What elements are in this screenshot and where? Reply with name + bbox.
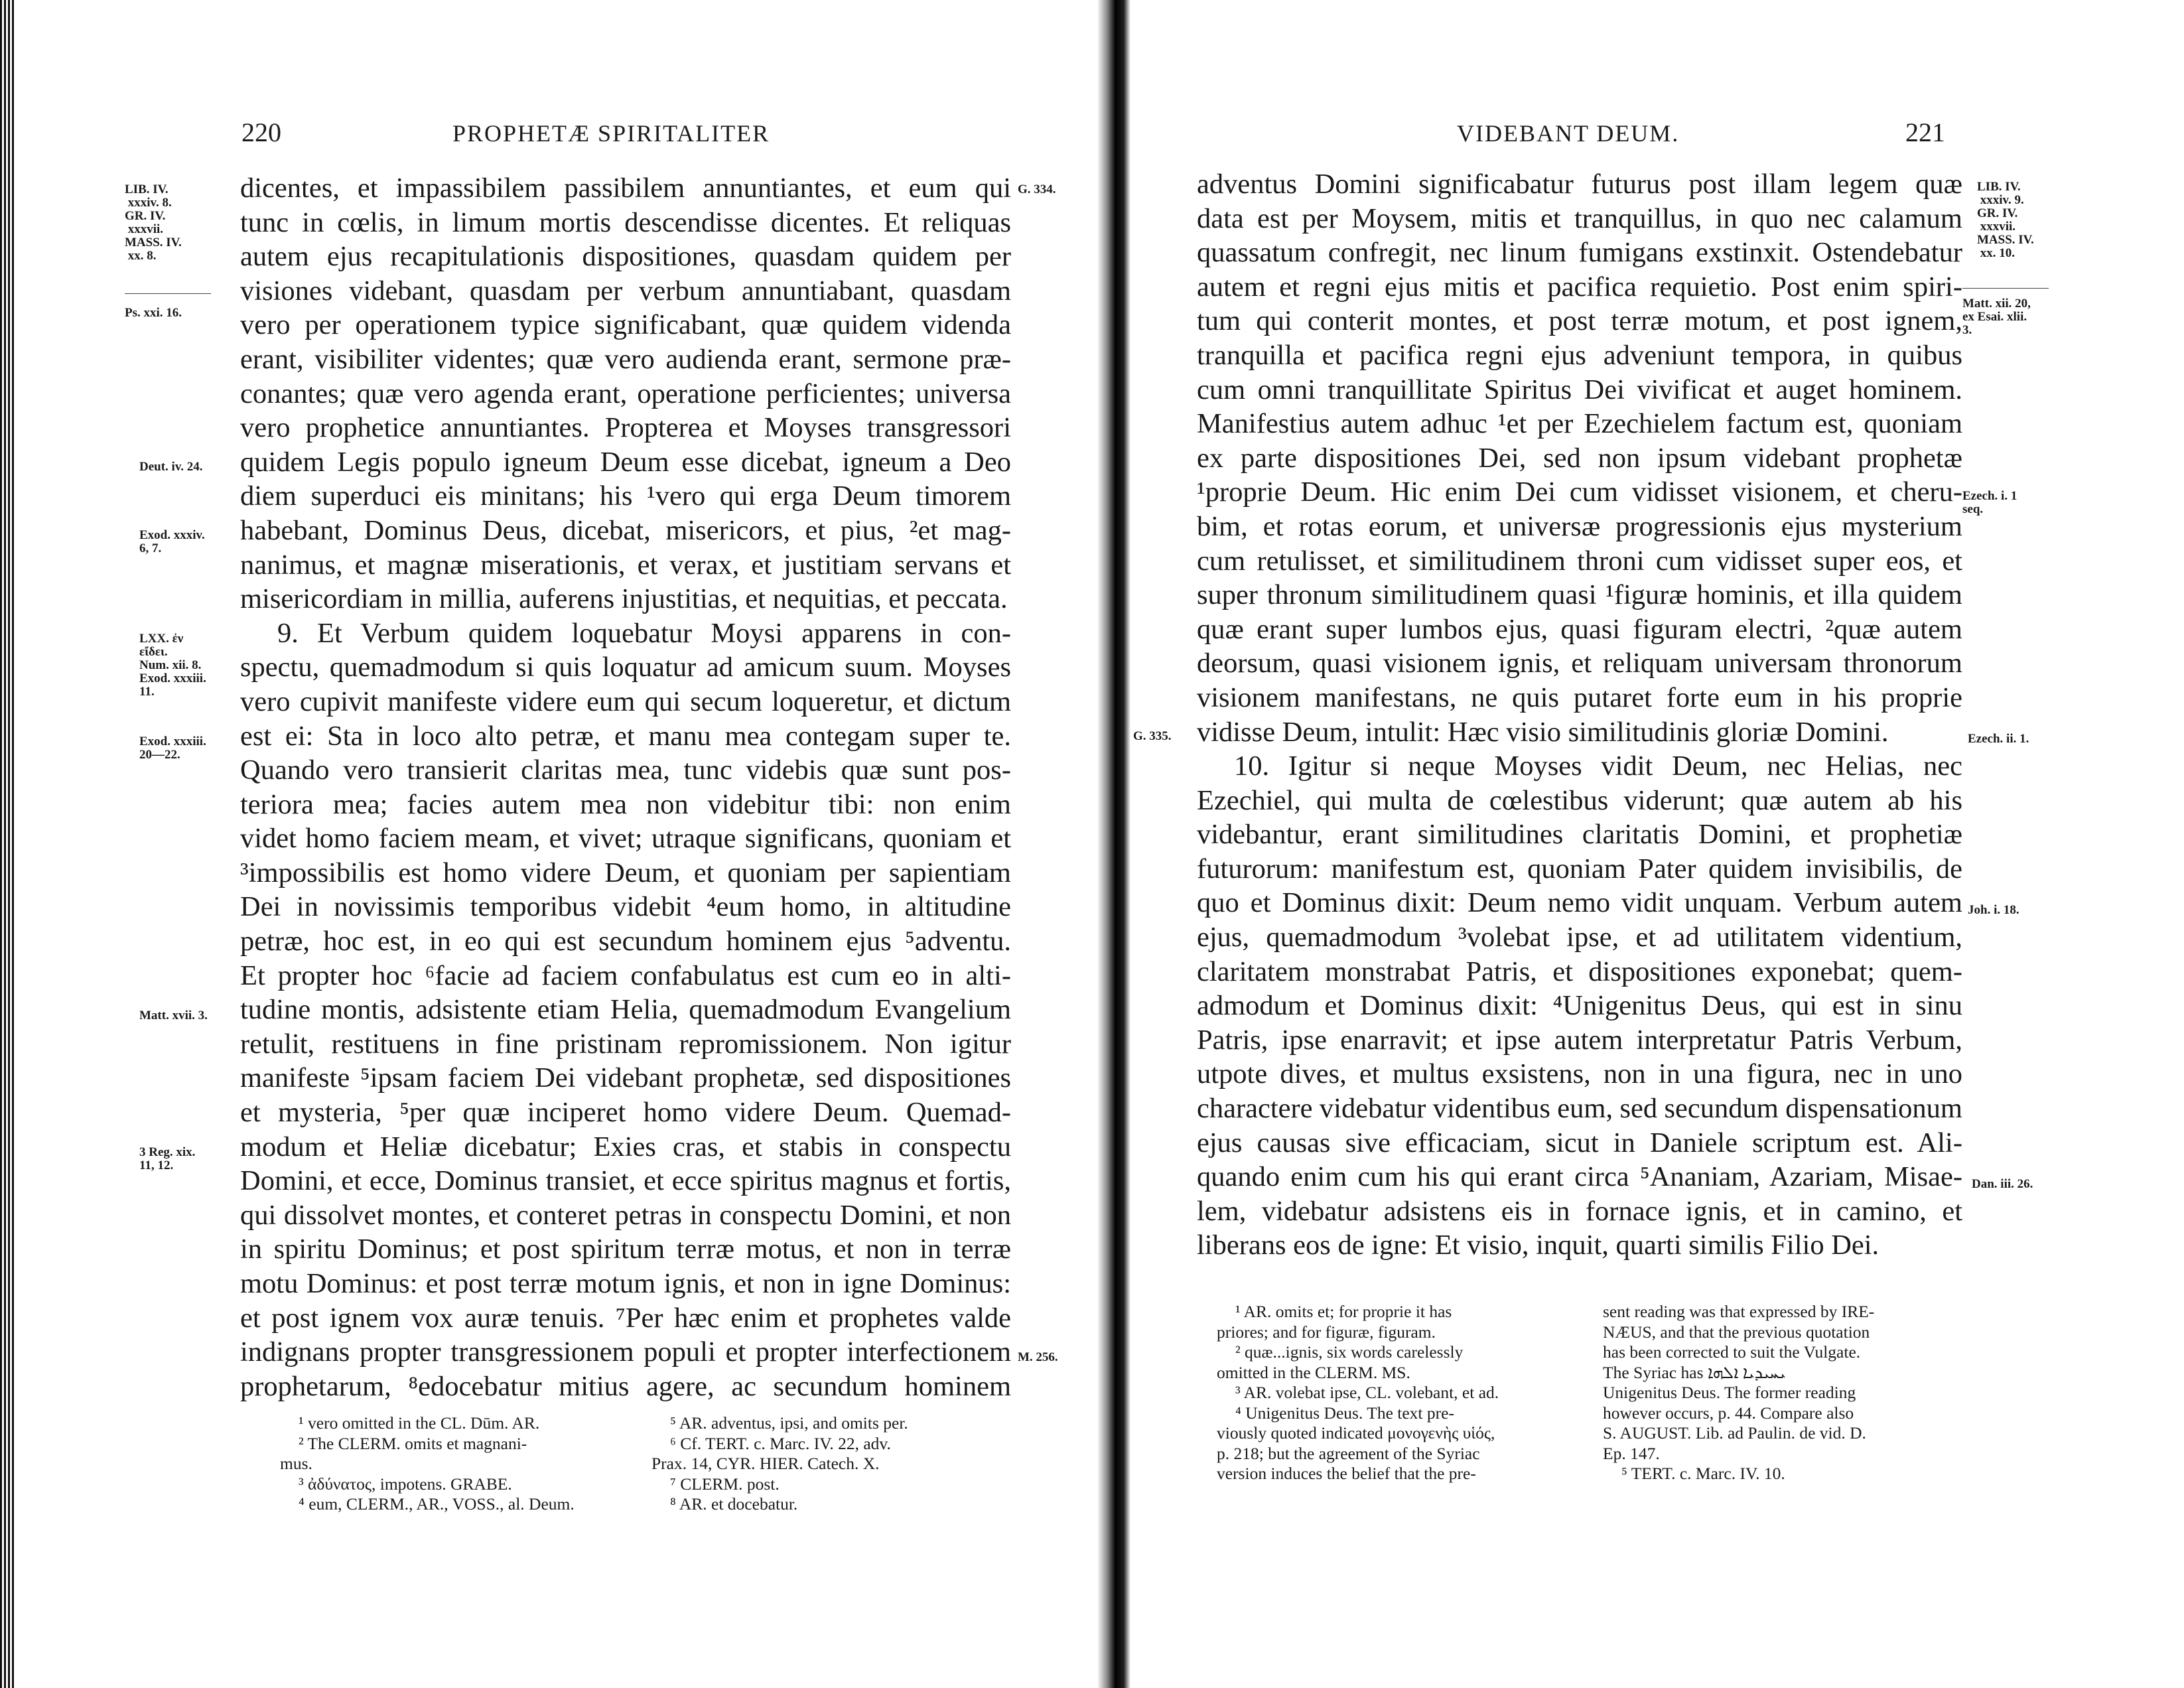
text-line: vero prophetice annuntiantes. Propterea et Moyses transgressori: [240, 412, 1011, 444]
text-line: tudine montis, adsistente etiam Helia, quemadmodum Evangelium: [240, 994, 1011, 1026]
left-page: [15, 0, 1097, 1688]
footnote-line: sent reading was that expressed by IRE-: [1603, 1302, 1875, 1321]
text-line: conantes; quæ vero agenda erant, operatione perficientes; universa: [240, 378, 1011, 409]
book-gutter: [1097, 0, 1130, 1688]
text-line: tunc in cœlis, in limum mortis descendisse dicentes. Et reliquas: [240, 206, 1011, 238]
margin-note-ezech-ii: Ezech. ii. 1.: [1968, 732, 2029, 746]
text-line: Et propter hoc ⁶facie ad faciem confabulatus est cum eo in alti-: [240, 959, 1011, 991]
text-line: quassatum confregit, nec linum fumigans exstinxit. Ostendebatur: [1197, 237, 1962, 269]
text-line: adventus Domini significabatur futurus post illam legem quæ: [1197, 169, 1962, 200]
text-line: ¹proprie Deum. Hic enim Dei cum vidisset visionem, et cheru-: [1197, 476, 1962, 508]
footnote-line: Prax. 14, CYR. HIER. Catech. X.: [651, 1454, 880, 1473]
text-line: 10. Igitur si neque Moyses vidit Deum, nec Helias, nec: [1234, 750, 1962, 782]
left-footnotes-col2: [651, 1413, 1023, 1515]
text-line: et post ignem vox auræ tenuis. ⁷Per hæc enim et prophetes valde: [240, 1302, 1011, 1334]
text-line: cum retulisset, et similitudinem throni cum vidisset super eos, et: [1197, 545, 1962, 577]
text-line: quando enim cum his qui erant circa ⁵Ananiam, Azariam, Misae-: [1197, 1161, 1962, 1193]
text-line: misericordiam in millia, auferens injustitias, et nequitias, et peccata.: [240, 583, 1008, 615]
text-line: data est per Moysem, mitis et tranquillus, in quo nec calamum: [1197, 202, 1962, 234]
text-line: et mysteria, ⁵per quæ inciperet homo videre Deum. Quemad-: [240, 1097, 1011, 1129]
text-line: ex parte dispositiones Dei, sed non ipsum videbant prophetæ: [1197, 442, 1962, 474]
text-line: utpote dives, et multus exsistens, non in una figura, nec in uno: [1197, 1058, 1962, 1090]
text-line: liberans eos de igne: Et visio, inquit, quarti similis Filio Dei.: [1197, 1230, 1879, 1261]
text-line: prophetarum, ⁸edocebatur mitius agere, ac secundum hominem: [240, 1370, 1011, 1402]
text-line: Dei in novissimis temporibus videbit ⁴eum homo, in altitudine: [240, 891, 1011, 923]
text-line: retulit, restituens in fine pristinam repromissionem. Non igitur: [240, 1028, 1011, 1060]
text-line: tum qui conterit montes, et post terræ motum, et post ignem,: [1197, 305, 1962, 337]
text-line: visiones videbant, quasdam per verbum annuntiabant, quasdam: [240, 275, 1011, 307]
footnote-line: version induces the belief that the pre-: [1217, 1464, 1476, 1483]
text-line: bim, et rotas eorum, et universæ progressionis ejus mysterium: [1197, 510, 1962, 542]
text-line: 9. Et Verbum quidem loquebatur Moysi apparens in con-: [277, 617, 1011, 649]
footnote-line: ² The CLERM. omits et magnani-: [299, 1433, 527, 1453]
text-line: in spiritu Dominus; et post spiritum terræ motus, et non in terræ: [240, 1233, 1011, 1265]
text-line: Manifestius autem adhuc ¹et per Ezechielem factum est, quoniam: [1197, 408, 1962, 440]
text-line: qui dissolvet montes, et conteret petras in conspectu Domini, et non: [240, 1199, 1011, 1231]
text-line: futurorum: manifestum est, quoniam Pater quidem invisibilis, de: [1197, 853, 1962, 884]
binding-edge: [0, 0, 15, 1688]
text-line: erant, visibiliter videntes; quæ vero audienda erant, sermone præ-: [240, 343, 1011, 375]
text-line: dicentes, et impassibilem passibilem annuntiantes, et eum qui: [240, 173, 1011, 204]
text-line: Ezechiel, qui multa de cœlestibus viderunt; quæ autem ab his: [1197, 784, 1962, 816]
text-line: videt homo faciem meam, et vivet; utraque significans, quoniam et: [240, 823, 1011, 855]
margin-note-exod-xxxiii: Exod. xxxiii. 20—22.: [139, 735, 206, 762]
footnote-line: ² quæ...ignis, six words carelessly: [1235, 1342, 1464, 1362]
text-line: vero cupivit manifeste videre eum qui secum loqueretur, et dictum: [240, 685, 1011, 717]
footnote-line: ¹ AR. omits et; for proprie it has: [1235, 1302, 1452, 1321]
margin-note-m256: M. 256.: [1018, 1350, 1058, 1364]
text-line: habebant, Dominus Deus, dicebat, misericors, et pius, ²et mag-: [240, 514, 1011, 546]
text-line: ejus, quemadmodum ³volebat ipse, et ad utilitatem videntium,: [1197, 922, 1962, 953]
text-line: petræ, hoc est, in eo qui est secundum hominem ejus ⁵adventu.: [240, 926, 1011, 957]
text-line: indignans propter transgressionem populi et propter interfectionem: [240, 1336, 1011, 1368]
margin-note-lxx: LXX. ἐν εἴδει. Num. xii. 8. Exod. xxxiii. 11.: [139, 632, 206, 699]
margin-note-lib-iv: LIB. IV. xxxiv. 8. GR. IV. xxxvii. MASS. IV. xx. 8.: [125, 182, 182, 263]
footnote-line: ⁴ eum, CLERM., AR., VOSS., al. Deum.: [299, 1494, 575, 1513]
text-line: modum et Heliæ dicebatur; Exies cras, et stabis in conspectu: [240, 1131, 1011, 1162]
text-line: nanimus, et magnæ miserationis, et verax, et justitiam servans et: [240, 549, 1011, 581]
text-line: ejus causas sive efficaciam, sicut in Daniele scriptum est. Ali-: [1197, 1127, 1962, 1159]
text-line: vidisse Deum, intulit: Hæc visio similitudinis gloriæ Domini.: [1197, 716, 1889, 748]
text-line: Patris, ipse enarravit; et ipse autem interpretatur Patris Verbum,: [1197, 1024, 1962, 1056]
text-line: est ei: Sta in loco alto petræ, et manu mea contegam super te.: [240, 720, 1011, 752]
text-line: teriora mea; facies autem mea non videbitur tibi: non enim: [240, 788, 1011, 820]
footnote-line: Unigenitus Deus. The former reading: [1603, 1383, 1856, 1402]
margin-note-g335: G. 335.: [1133, 729, 1172, 743]
text-line: videbantur, erant similitudines claritatis Domini, et prophetiæ: [1197, 819, 1962, 851]
text-line: motu Dominus: et post terræ motum ignis, et non in igne Dominus:: [240, 1268, 1011, 1299]
left-footnotes-col1: [280, 1413, 638, 1515]
margin-note-joh: Joh. i. 18.: [1968, 903, 2019, 917]
text-line: Quando vero transierit claritas mea, tunc videbis quæ sunt pos-: [240, 754, 1011, 786]
footnote-line: omitted in the CLERM. MS.: [1217, 1362, 1410, 1382]
right-page: [1130, 0, 2184, 1688]
right-footnotes-col2: [1603, 1302, 1972, 1484]
text-line: manifeste ⁵ipsam faciem Dei videbant prophetæ, sed dispositiones: [240, 1062, 1011, 1094]
footnote-line: Ep. 147.: [1603, 1443, 1660, 1463]
footnote-line: has been corrected to suit the Vulgate.: [1603, 1342, 1861, 1362]
text-line: quæ erant super lumbos ejus, quasi figuram electri, ²quæ autem: [1197, 613, 1962, 645]
footnote-line: NÆUS, and that the previous quotation: [1603, 1322, 1870, 1342]
text-line: spectu, quemadmodum si quis loquatur ad amicum suum. Moyses: [240, 652, 1011, 683]
footnote-line: ⁴ Unigenitus Deus. The text pre-: [1235, 1403, 1454, 1423]
footnote-line: viously quoted indicated μονογενὴς υἱός,: [1217, 1423, 1495, 1442]
running-head-right: VIDEBANT DEUM.: [1457, 120, 1680, 147]
page-number-right: 221: [1905, 117, 1945, 147]
right-body-text: [1197, 167, 1962, 1263]
text-line: Domini, et ecce, Dominus transiet, et ecce spiritus magnus et fortis,: [240, 1165, 1011, 1197]
text-line: autem et regni ejus mitis et pacifica requietio. Post enim spiri-: [1197, 271, 1962, 303]
text-line: quidem Legis populo igneum Deum esse dicebat, igneum a Deo: [240, 446, 1011, 478]
footnote-line: ⁶ Cf. TERT. c. Marc. IV. 22, adv.: [670, 1433, 891, 1453]
margin-note-ezech-i: Ezech. i. 1 seq.: [1962, 489, 2017, 516]
page-number-left: 220: [241, 117, 281, 147]
footnote-line: ⁷ CLERM. post.: [670, 1474, 780, 1494]
footnote-line: ³ ἀδύνατος, impotens. GRABE.: [299, 1474, 512, 1494]
text-line: cum omni tranquillitate Spiritus Dei vivificat et auget hominem.: [1197, 374, 1962, 405]
left-body-text: [240, 171, 1011, 1403]
text-line: super thronum similitudinem quasi ¹figuræ hominis, et illa quidem: [1197, 579, 1962, 611]
margin-rule: [125, 293, 211, 294]
footnote-line: ³ AR. volebat ipse, CL. volebant, et ad.: [1235, 1383, 1499, 1402]
text-line: tranquilla et pacifica regni ejus adveniunt tempora, in quibus: [1197, 339, 1962, 371]
right-footnotes-col1: [1217, 1302, 1580, 1484]
footnote-line: however occurs, p. 44. Compare also: [1603, 1403, 1854, 1423]
running-head-left: PROPHETÆ SPIRITALITER: [452, 120, 770, 147]
text-line: autem ejus recapitulationis dispositiones, quasdam quidem per: [240, 241, 1011, 273]
margin-note-lib-iv-right: LIB. IV. xxxiv. 9. GR. IV. xxxvii. MASS. IV. xx. 10.: [1977, 180, 2034, 260]
footnote-line: ⁵ AR. adventus, ipsi, and omits per.: [670, 1413, 908, 1433]
margin-note-3reg: 3 Reg. xix. 11, 12.: [139, 1145, 196, 1172]
footnote-line: priores; and for figuræ, figuram.: [1217, 1322, 1436, 1342]
text-line: quo et Dominus dixit: Deum nemo vidit unquam. Verbum autem: [1197, 887, 1962, 919]
margin-note-ps: Ps. xxi. 16.: [125, 306, 182, 320]
footnote-line: ⁸ AR. et docebatur.: [670, 1494, 798, 1513]
margin-note-dan: Dan. iii. 26.: [1972, 1177, 2033, 1191]
text-line: claritatem monstrabat Patris, et dispositiones exponebat; quem-: [1197, 955, 1962, 987]
margin-note-exod-xxxiv: Exod. xxxiv. 6, 7.: [139, 528, 205, 555]
text-line: ³impossibilis est homo videre Deum, et quoniam per sapientiam: [240, 857, 1011, 888]
footnote-line: mus.: [280, 1454, 312, 1473]
footnote-line: The Syriac has ܝܚܝܕܝܐ ܐܠܗܐ: [1603, 1362, 1786, 1382]
text-line: admodum et Dominus dixit: ⁴Unigenitus Deus, qui est in sinu: [1197, 990, 1962, 1022]
footnote-line: ⁵ TERT. c. Marc. IV. 10.: [1621, 1464, 1785, 1483]
text-line: vero per operationem typice significabant, quæ quidem videnda: [240, 309, 1011, 341]
footnote-line: S. AUGUST. Lib. ad Paulin. de vid. D.: [1603, 1423, 1866, 1442]
margin-note-matt-xii: Matt. xii. 20, ex Esai. xlii. 3.: [1962, 297, 2031, 337]
text-line: lem, videbatur adsistens eis in fornace ignis, et in camino, et: [1197, 1195, 1962, 1227]
margin-note-matt: Matt. xvii. 3.: [139, 1009, 208, 1022]
text-line: deorsum, quasi visionem ignis, et reliquam universam thronorum: [1197, 648, 1962, 679]
margin-note-g334: G. 334.: [1018, 182, 1056, 196]
footnote-line: ¹ vero omitted in the CL. Dūm. AR.: [299, 1413, 540, 1433]
text-line: charactere videbatur videntibus eum, sed secundum dispensationum: [1197, 1093, 1962, 1125]
text-line: diem superduci eis minitans; his ¹vero qui erga Deum timorem: [240, 480, 1011, 512]
margin-rule-right: [1962, 288, 2049, 289]
text-line: visionem manifestans, ne quis putaret forte eum in his proprie: [1197, 681, 1962, 713]
footnote-line: p. 218; but the agreement of the Syriac: [1217, 1443, 1480, 1463]
margin-note-deut: Deut. iv. 24.: [139, 460, 203, 474]
